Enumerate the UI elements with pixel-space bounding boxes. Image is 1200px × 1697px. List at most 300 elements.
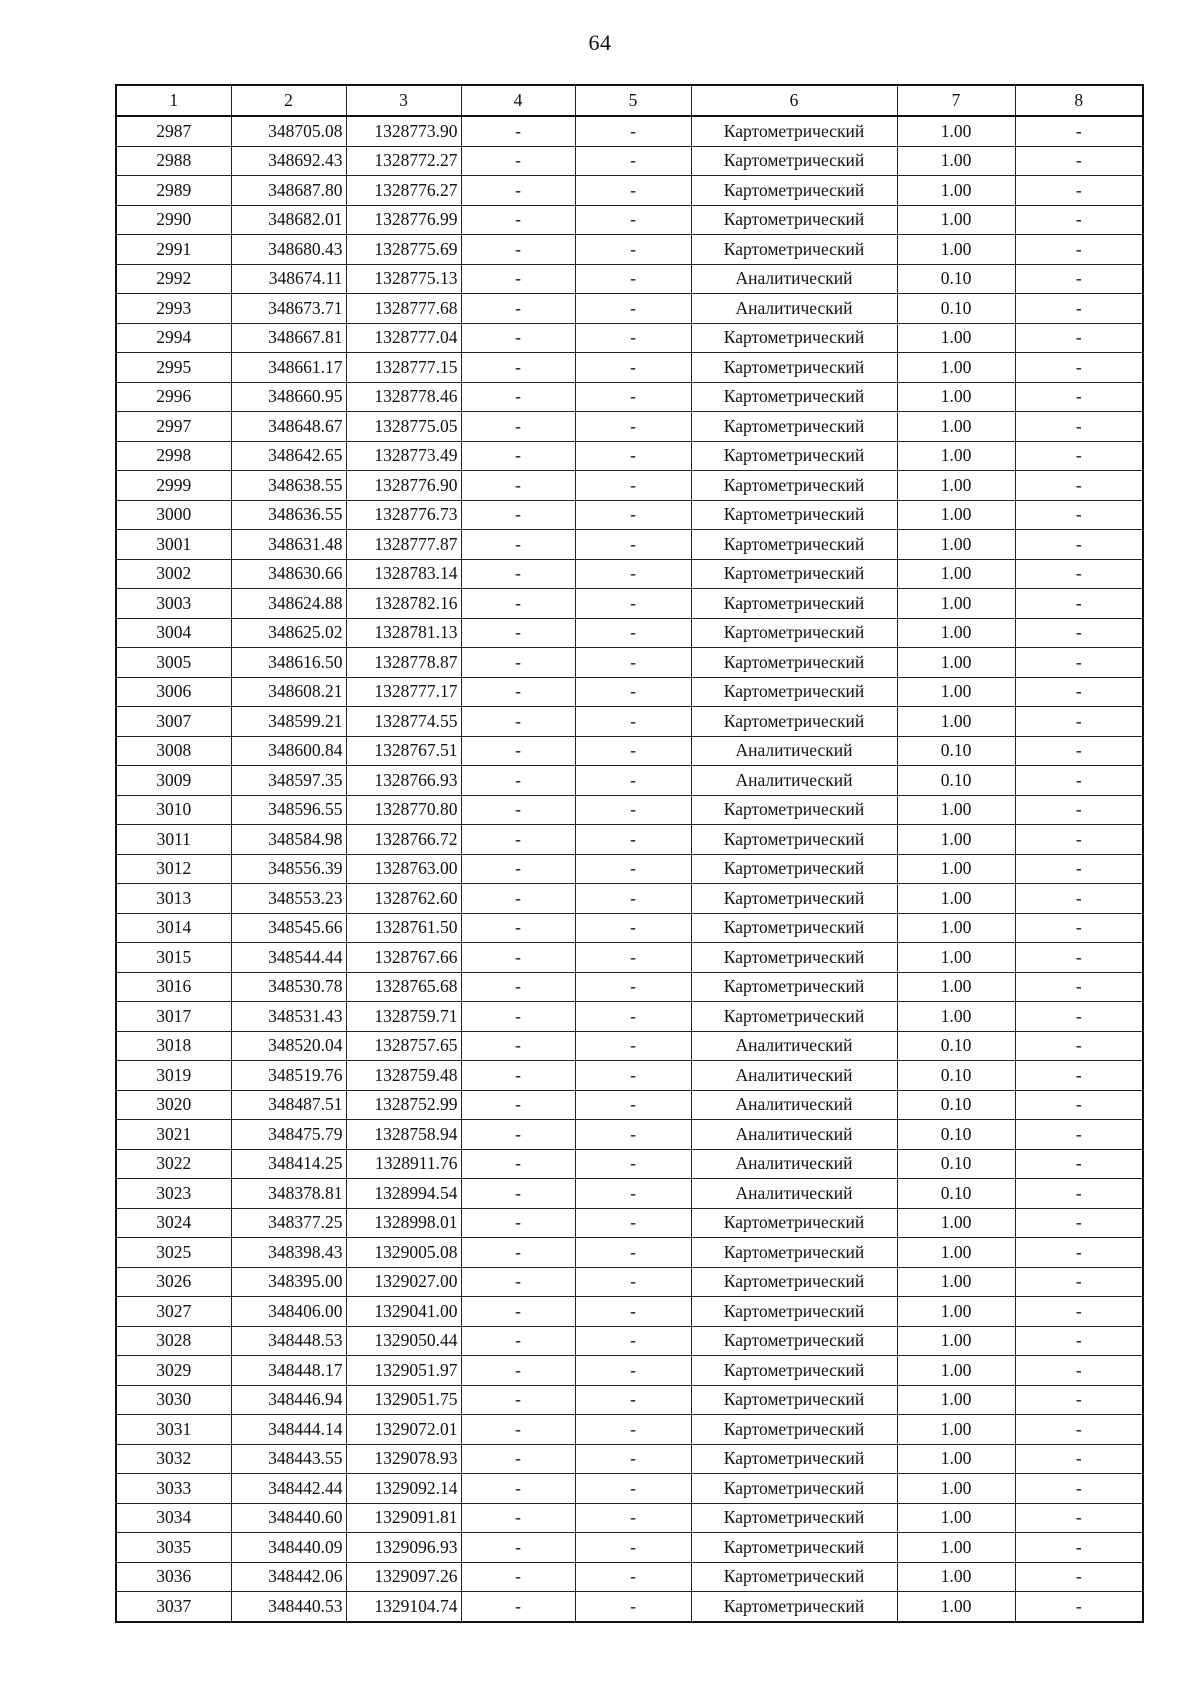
table-row: [116, 1326, 1143, 1356]
method-cell: Аналитический: [691, 736, 897, 766]
col5-cell: -: [575, 559, 691, 589]
y-coordinate-cell: 1328775.69: [346, 235, 461, 265]
col5-cell: -: [575, 382, 691, 412]
method-cell: Картометрический: [691, 1238, 897, 1268]
point-number-cell: 3021: [116, 1120, 231, 1150]
accuracy-cell: 0.10: [897, 1031, 1015, 1061]
method-cell: Картометрический: [691, 116, 897, 146]
point-number-cell: 2999: [116, 471, 231, 501]
point-number-cell: 3030: [116, 1385, 231, 1415]
table-row: [116, 1179, 1143, 1209]
col8-cell: -: [1015, 471, 1143, 501]
x-coordinate-cell: 348631.48: [231, 530, 346, 560]
method-cell: Картометрический: [691, 235, 897, 265]
accuracy-cell: 0.10: [897, 1149, 1015, 1179]
method-cell: Картометрический: [691, 972, 897, 1002]
col5-cell: -: [575, 1415, 691, 1445]
col5-cell: -: [575, 530, 691, 560]
x-coordinate-cell: 348625.02: [231, 618, 346, 648]
accuracy-cell: 1.00: [897, 1208, 1015, 1238]
col4-cell: -: [461, 884, 575, 914]
col5-cell: -: [575, 1149, 691, 1179]
accuracy-cell: 1.00: [897, 530, 1015, 560]
col8-cell: -: [1015, 382, 1143, 412]
table-row: [116, 884, 1143, 914]
col4-cell: -: [461, 618, 575, 648]
col5-cell: -: [575, 441, 691, 471]
x-coordinate-cell: 348446.94: [231, 1385, 346, 1415]
accuracy-cell: 1.00: [897, 825, 1015, 855]
table-row: [116, 972, 1143, 1002]
x-coordinate-cell: 348636.55: [231, 500, 346, 530]
col4-cell: -: [461, 412, 575, 442]
col4-cell: -: [461, 1090, 575, 1120]
point-number-cell: 2990: [116, 205, 231, 235]
accuracy-cell: 1.00: [897, 500, 1015, 530]
col8-cell: -: [1015, 116, 1143, 146]
method-cell: Картометрический: [691, 323, 897, 353]
y-coordinate-cell: 1329027.00: [346, 1267, 461, 1297]
y-coordinate-cell: 1328761.50: [346, 913, 461, 943]
table-row: [116, 146, 1143, 176]
accuracy-cell: 1.00: [897, 1385, 1015, 1415]
accuracy-cell: 0.10: [897, 1090, 1015, 1120]
table-row: [116, 1090, 1143, 1120]
col5-cell: -: [575, 677, 691, 707]
accuracy-cell: 0.10: [897, 264, 1015, 294]
col8-cell: -: [1015, 618, 1143, 648]
y-coordinate-cell: 1328775.13: [346, 264, 461, 294]
col4-cell: -: [461, 707, 575, 737]
method-cell: Картометрический: [691, 1533, 897, 1563]
table-row: [116, 1474, 1143, 1504]
y-coordinate-cell: 1328776.27: [346, 176, 461, 206]
col5-cell: -: [575, 264, 691, 294]
col5-cell: -: [575, 795, 691, 825]
col5-cell: -: [575, 1002, 691, 1032]
x-coordinate-cell: 348608.21: [231, 677, 346, 707]
y-coordinate-cell: 1329104.74: [346, 1592, 461, 1622]
method-cell: Картометрический: [691, 1002, 897, 1032]
point-number-cell: 3035: [116, 1533, 231, 1563]
point-number-cell: 3037: [116, 1592, 231, 1622]
point-number-cell: 3033: [116, 1474, 231, 1504]
page-number: 64: [588, 30, 612, 55]
y-coordinate-cell: 1329050.44: [346, 1326, 461, 1356]
method-cell: Картометрический: [691, 943, 897, 973]
col8-cell: -: [1015, 294, 1143, 324]
col5-cell: -: [575, 618, 691, 648]
accuracy-cell: 1.00: [897, 707, 1015, 737]
y-coordinate-cell: 1328773.90: [346, 116, 461, 146]
table-row: [116, 618, 1143, 648]
col4-cell: -: [461, 1326, 575, 1356]
col8-cell: -: [1015, 1061, 1143, 1091]
y-coordinate-cell: 1329072.01: [346, 1415, 461, 1445]
point-number-cell: 3009: [116, 766, 231, 796]
col8-cell: -: [1015, 854, 1143, 884]
y-coordinate-cell: 1328758.94: [346, 1120, 461, 1150]
col8-cell: -: [1015, 943, 1143, 973]
col5-cell: -: [575, 205, 691, 235]
accuracy-cell: 1.00: [897, 1002, 1015, 1032]
x-coordinate-cell: 348395.00: [231, 1267, 346, 1297]
y-coordinate-cell: 1328759.71: [346, 1002, 461, 1032]
col4-cell: -: [461, 471, 575, 501]
col5-cell: -: [575, 1179, 691, 1209]
col4-cell: -: [461, 1356, 575, 1386]
col4-cell: -: [461, 1267, 575, 1297]
x-coordinate-cell: 348638.55: [231, 471, 346, 501]
col8-cell: -: [1015, 736, 1143, 766]
y-coordinate-cell: 1329096.93: [346, 1533, 461, 1563]
method-cell: Картометрический: [691, 1503, 897, 1533]
col8-cell: -: [1015, 500, 1143, 530]
table-row: [116, 707, 1143, 737]
x-coordinate-cell: 348682.01: [231, 205, 346, 235]
col8-cell: -: [1015, 1238, 1143, 1268]
table-row: [116, 1356, 1143, 1386]
method-cell: Картометрический: [691, 353, 897, 383]
table-row: [116, 1061, 1143, 1091]
accuracy-cell: 1.00: [897, 1533, 1015, 1563]
y-coordinate-cell: 1328766.72: [346, 825, 461, 855]
col5-cell: -: [575, 1031, 691, 1061]
x-coordinate-cell: 348600.84: [231, 736, 346, 766]
y-coordinate-cell: 1328994.54: [346, 1179, 461, 1209]
accuracy-cell: 1.00: [897, 382, 1015, 412]
col8-cell: -: [1015, 1474, 1143, 1504]
col5-cell: -: [575, 1592, 691, 1622]
y-coordinate-cell: 1328763.00: [346, 854, 461, 884]
col8-cell: -: [1015, 176, 1143, 206]
accuracy-cell: 1.00: [897, 1474, 1015, 1504]
col5-cell: -: [575, 766, 691, 796]
accuracy-cell: 1.00: [897, 323, 1015, 353]
table-row: [116, 382, 1143, 412]
column-header: 1: [116, 85, 231, 116]
x-coordinate-cell: 348667.81: [231, 323, 346, 353]
point-number-cell: 3032: [116, 1444, 231, 1474]
method-cell: Аналитический: [691, 1061, 897, 1091]
accuracy-cell: 1.00: [897, 1326, 1015, 1356]
accuracy-cell: 0.10: [897, 1179, 1015, 1209]
y-coordinate-cell: 1328777.68: [346, 294, 461, 324]
point-number-cell: 2988: [116, 146, 231, 176]
col4-cell: -: [461, 1179, 575, 1209]
x-coordinate-cell: 348673.71: [231, 294, 346, 324]
col4-cell: -: [461, 766, 575, 796]
table-header-row: [116, 85, 1143, 116]
col5-cell: -: [575, 913, 691, 943]
col8-cell: -: [1015, 884, 1143, 914]
col4-cell: -: [461, 648, 575, 678]
col4-cell: -: [461, 146, 575, 176]
col5-cell: -: [575, 854, 691, 884]
x-coordinate-cell: 348440.53: [231, 1592, 346, 1622]
y-coordinate-cell: 1328757.65: [346, 1031, 461, 1061]
col5-cell: -: [575, 1474, 691, 1504]
col8-cell: -: [1015, 1120, 1143, 1150]
table-row: [116, 1297, 1143, 1327]
table-row: [116, 176, 1143, 206]
x-coordinate-cell: 348440.09: [231, 1533, 346, 1563]
table-row: [116, 323, 1143, 353]
col5-cell: -: [575, 1444, 691, 1474]
column-header: 7: [897, 85, 1015, 116]
col5-cell: -: [575, 884, 691, 914]
table-row: [116, 736, 1143, 766]
y-coordinate-cell: 1328777.87: [346, 530, 461, 560]
method-cell: Картометрический: [691, 1415, 897, 1445]
col5-cell: -: [575, 589, 691, 619]
col8-cell: -: [1015, 205, 1143, 235]
col4-cell: -: [461, 235, 575, 265]
point-number-cell: 2995: [116, 353, 231, 383]
y-coordinate-cell: 1328772.27: [346, 146, 461, 176]
col4-cell: -: [461, 1474, 575, 1504]
point-number-cell: 2987: [116, 116, 231, 146]
point-number-cell: 3020: [116, 1090, 231, 1120]
table-row: [116, 264, 1143, 294]
method-cell: Картометрический: [691, 825, 897, 855]
accuracy-cell: 1.00: [897, 235, 1015, 265]
col4-cell: -: [461, 825, 575, 855]
x-coordinate-cell: 348596.55: [231, 795, 346, 825]
table-row: [116, 648, 1143, 678]
column-header: 4: [461, 85, 575, 116]
method-cell: Картометрический: [691, 1356, 897, 1386]
accuracy-cell: 0.10: [897, 1061, 1015, 1091]
accuracy-cell: 1.00: [897, 589, 1015, 619]
accuracy-cell: 1.00: [897, 1267, 1015, 1297]
column-header: 5: [575, 85, 691, 116]
col5-cell: -: [575, 736, 691, 766]
point-number-cell: 3029: [116, 1356, 231, 1386]
x-coordinate-cell: 348660.95: [231, 382, 346, 412]
table-row: [116, 1415, 1143, 1445]
y-coordinate-cell: 1329051.97: [346, 1356, 461, 1386]
method-cell: Картометрический: [691, 500, 897, 530]
col4-cell: -: [461, 294, 575, 324]
col4-cell: -: [461, 382, 575, 412]
x-coordinate-cell: 348398.43: [231, 1238, 346, 1268]
col4-cell: -: [461, 1031, 575, 1061]
x-coordinate-cell: 348616.50: [231, 648, 346, 678]
table-row: [116, 1562, 1143, 1592]
col8-cell: -: [1015, 1444, 1143, 1474]
table-row: [116, 500, 1143, 530]
col4-cell: -: [461, 559, 575, 589]
x-coordinate-cell: 348630.66: [231, 559, 346, 589]
point-number-cell: 2997: [116, 412, 231, 442]
point-number-cell: 3022: [116, 1149, 231, 1179]
col8-cell: -: [1015, 1385, 1143, 1415]
accuracy-cell: 0.10: [897, 1120, 1015, 1150]
col8-cell: -: [1015, 1415, 1143, 1445]
point-number-cell: 3028: [116, 1326, 231, 1356]
method-cell: Картометрический: [691, 441, 897, 471]
col5-cell: -: [575, 353, 691, 383]
col8-cell: -: [1015, 1002, 1143, 1032]
point-number-cell: 3031: [116, 1415, 231, 1445]
table-row: [116, 1031, 1143, 1061]
table-row: [116, 1533, 1143, 1563]
col8-cell: -: [1015, 235, 1143, 265]
point-number-cell: 3023: [116, 1179, 231, 1209]
accuracy-cell: 1.00: [897, 146, 1015, 176]
accuracy-cell: 1.00: [897, 1444, 1015, 1474]
y-coordinate-cell: 1329041.00: [346, 1297, 461, 1327]
table-row: [116, 1149, 1143, 1179]
method-cell: Аналитический: [691, 1120, 897, 1150]
point-number-cell: 3016: [116, 972, 231, 1002]
col4-cell: -: [461, 1238, 575, 1268]
accuracy-cell: 1.00: [897, 471, 1015, 501]
col5-cell: -: [575, 1503, 691, 1533]
col8-cell: -: [1015, 972, 1143, 1002]
col5-cell: -: [575, 1120, 691, 1150]
table-row: [116, 1238, 1143, 1268]
accuracy-cell: 1.00: [897, 1562, 1015, 1592]
point-number-cell: 2994: [116, 323, 231, 353]
accuracy-cell: 0.10: [897, 736, 1015, 766]
point-number-cell: 3001: [116, 530, 231, 560]
x-coordinate-cell: 348642.65: [231, 441, 346, 471]
accuracy-cell: 1.00: [897, 884, 1015, 914]
method-cell: Картометрический: [691, 559, 897, 589]
col8-cell: -: [1015, 412, 1143, 442]
col5-cell: -: [575, 323, 691, 353]
table-row: [116, 1592, 1143, 1622]
col8-cell: -: [1015, 913, 1143, 943]
table-row: [116, 677, 1143, 707]
table-row: [116, 1120, 1143, 1150]
col5-cell: -: [575, 1090, 691, 1120]
col4-cell: -: [461, 736, 575, 766]
col8-cell: -: [1015, 353, 1143, 383]
accuracy-cell: 1.00: [897, 205, 1015, 235]
point-number-cell: 3014: [116, 913, 231, 943]
x-coordinate-cell: 348624.88: [231, 589, 346, 619]
y-coordinate-cell: 1329091.81: [346, 1503, 461, 1533]
x-coordinate-cell: 348553.23: [231, 884, 346, 914]
col8-cell: -: [1015, 1562, 1143, 1592]
col8-cell: -: [1015, 530, 1143, 560]
x-coordinate-cell: 348544.44: [231, 943, 346, 973]
x-coordinate-cell: 348692.43: [231, 146, 346, 176]
x-coordinate-cell: 348443.55: [231, 1444, 346, 1474]
method-cell: Картометрический: [691, 1444, 897, 1474]
col8-cell: -: [1015, 1326, 1143, 1356]
method-cell: Картометрический: [691, 795, 897, 825]
table-row: [116, 412, 1143, 442]
col4-cell: -: [461, 1002, 575, 1032]
col8-cell: -: [1015, 766, 1143, 796]
method-cell: Картометрический: [691, 589, 897, 619]
method-cell: Картометрический: [691, 677, 897, 707]
y-coordinate-cell: 1328767.51: [346, 736, 461, 766]
method-cell: Аналитический: [691, 264, 897, 294]
point-number-cell: 3011: [116, 825, 231, 855]
x-coordinate-cell: 348444.14: [231, 1415, 346, 1445]
method-cell: Картометрический: [691, 1297, 897, 1327]
x-coordinate-cell: 348648.67: [231, 412, 346, 442]
col4-cell: -: [461, 589, 575, 619]
col4-cell: -: [461, 972, 575, 1002]
y-coordinate-cell: 1328777.04: [346, 323, 461, 353]
accuracy-cell: 1.00: [897, 559, 1015, 589]
point-number-cell: 3000: [116, 500, 231, 530]
col5-cell: -: [575, 943, 691, 973]
col8-cell: -: [1015, 146, 1143, 176]
accuracy-cell: 1.00: [897, 1238, 1015, 1268]
point-number-cell: 3026: [116, 1267, 231, 1297]
table-row: [116, 294, 1143, 324]
accuracy-cell: 1.00: [897, 1297, 1015, 1327]
col8-cell: -: [1015, 707, 1143, 737]
table-row: [116, 913, 1143, 943]
y-coordinate-cell: 1328778.87: [346, 648, 461, 678]
table-row: [116, 441, 1143, 471]
col4-cell: -: [461, 530, 575, 560]
y-coordinate-cell: 1328762.60: [346, 884, 461, 914]
method-cell: Картометрический: [691, 412, 897, 442]
x-coordinate-cell: 348475.79: [231, 1120, 346, 1150]
point-number-cell: 3007: [116, 707, 231, 737]
col5-cell: -: [575, 1326, 691, 1356]
accuracy-cell: 1.00: [897, 176, 1015, 206]
point-number-cell: 3017: [116, 1002, 231, 1032]
method-cell: Аналитический: [691, 1090, 897, 1120]
col5-cell: -: [575, 412, 691, 442]
col5-cell: -: [575, 825, 691, 855]
col4-cell: -: [461, 1444, 575, 1474]
col5-cell: -: [575, 176, 691, 206]
table-row: [116, 1002, 1143, 1032]
y-coordinate-cell: 1329078.93: [346, 1444, 461, 1474]
table-row: [116, 1503, 1143, 1533]
method-cell: Картометрический: [691, 854, 897, 884]
col5-cell: -: [575, 1208, 691, 1238]
col5-cell: -: [575, 1061, 691, 1091]
point-number-cell: 3005: [116, 648, 231, 678]
x-coordinate-cell: 348705.08: [231, 116, 346, 146]
col5-cell: -: [575, 471, 691, 501]
method-cell: Картометрический: [691, 1562, 897, 1592]
col8-cell: -: [1015, 1503, 1143, 1533]
x-coordinate-cell: 348448.17: [231, 1356, 346, 1386]
table-row: [116, 943, 1143, 973]
col5-cell: -: [575, 146, 691, 176]
x-coordinate-cell: 348584.98: [231, 825, 346, 855]
column-header: 6: [691, 85, 897, 116]
col4-cell: -: [461, 353, 575, 383]
point-number-cell: 2993: [116, 294, 231, 324]
column-header: 3: [346, 85, 461, 116]
col8-cell: -: [1015, 1179, 1143, 1209]
accuracy-cell: 1.00: [897, 412, 1015, 442]
col8-cell: -: [1015, 1208, 1143, 1238]
table-row: [116, 235, 1143, 265]
method-cell: Картометрический: [691, 530, 897, 560]
point-number-cell: 3004: [116, 618, 231, 648]
y-coordinate-cell: 1328770.80: [346, 795, 461, 825]
col4-cell: -: [461, 1562, 575, 1592]
y-coordinate-cell: 1328773.49: [346, 441, 461, 471]
method-cell: Картометрический: [691, 1592, 897, 1622]
x-coordinate-cell: 348680.43: [231, 235, 346, 265]
